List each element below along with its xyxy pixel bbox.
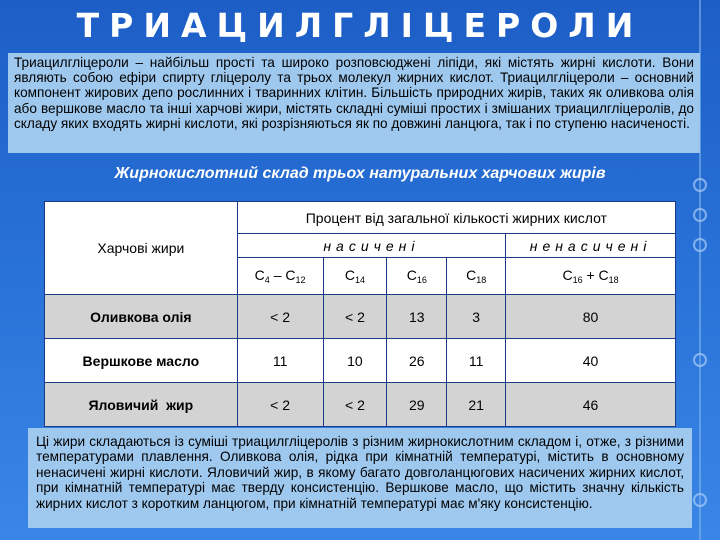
fatty-acid-table	[44, 201, 676, 427]
conclusion-text-panel: Ці жири складаються із суміші триацилгліцеролів з різним жирнокислотним складом і, отже, з різними температурами плавлення. Оливкова олія, рідка при кімнатній температурі, містить в основному ненасичені жирні кислоти. Яловичий жир, в якому багато довголанцюгових насичених жирних кислот, при кімнатній температурі має тверду консистенцію. Вершкове масло, що містить значну кількість жирних кислот з коротким ланцюгом, при кімнатній температурі має м'яку консистенцію.	[28, 428, 692, 528]
table-cell: 10	[323, 339, 387, 383]
row-name: Вершкове масло	[45, 339, 238, 383]
table-cell: 13	[387, 295, 447, 339]
header-unsaturated: ненасичені	[506, 234, 676, 258]
table-cell: 40	[506, 339, 676, 383]
table-caption: Жирнокислотний склад трьох натуральних харчових жирів	[114, 165, 606, 182]
table-cell: 21	[447, 383, 506, 427]
table-cell: 46	[506, 383, 676, 427]
table-cell: 80	[506, 295, 676, 339]
row-name: Оливкова олія	[45, 295, 238, 339]
intro-text-panel: Триацилгліцероли – найбільш прості та широко розповсюджені ліпіди, які містять жирні кислоти. Вони являють собою ефіри спирту гліцеролу та трьох молекул жирних кислот. Триацилгліцероли – основний компонент жирових депо рослинних і тваринних клітин. Більшість природних жирів, таких як оливкова олія або вершкове масло та інші харчові жири, містять складні суміші простих і змішаних триацилгліцеролів, до складу яких входять жирні кислоти, які розрізняються як по довжині ланцюга, так і по ступеню насиченості.	[8, 53, 700, 153]
row-name: Яловичий жир	[45, 383, 238, 427]
header-saturated: насичені	[237, 234, 505, 258]
table-header-row-1	[45, 202, 676, 234]
table-cell: < 2	[323, 295, 387, 339]
column-header: $C_{18}$	[447, 258, 506, 295]
table-cell: < 2	[237, 383, 323, 427]
slide-title: ТРИАЦИЛГЛІЦЕРОЛИ	[76, 6, 644, 45]
table-cell: 11	[237, 339, 323, 383]
table-cell: 3	[447, 295, 506, 339]
table-row	[45, 295, 676, 339]
column-header: $C_4 - C_{12}$	[237, 258, 323, 295]
column-header: $C_{14}$	[323, 258, 387, 295]
table-cell: 29	[387, 383, 447, 427]
table-cell: 26	[387, 339, 447, 383]
table-cell: < 2	[323, 383, 387, 427]
table-row	[45, 339, 676, 383]
table-cell: 11	[447, 339, 506, 383]
header-rowlabel: Харчові жири	[45, 202, 238, 295]
header-main: Процент від загальної кількості жирних кислот	[237, 202, 675, 234]
table-cell: < 2	[237, 295, 323, 339]
column-header: $C_{16}$	[387, 258, 447, 295]
column-header: $C_{16} + C_{18}$	[506, 258, 676, 295]
table-row	[45, 383, 676, 427]
